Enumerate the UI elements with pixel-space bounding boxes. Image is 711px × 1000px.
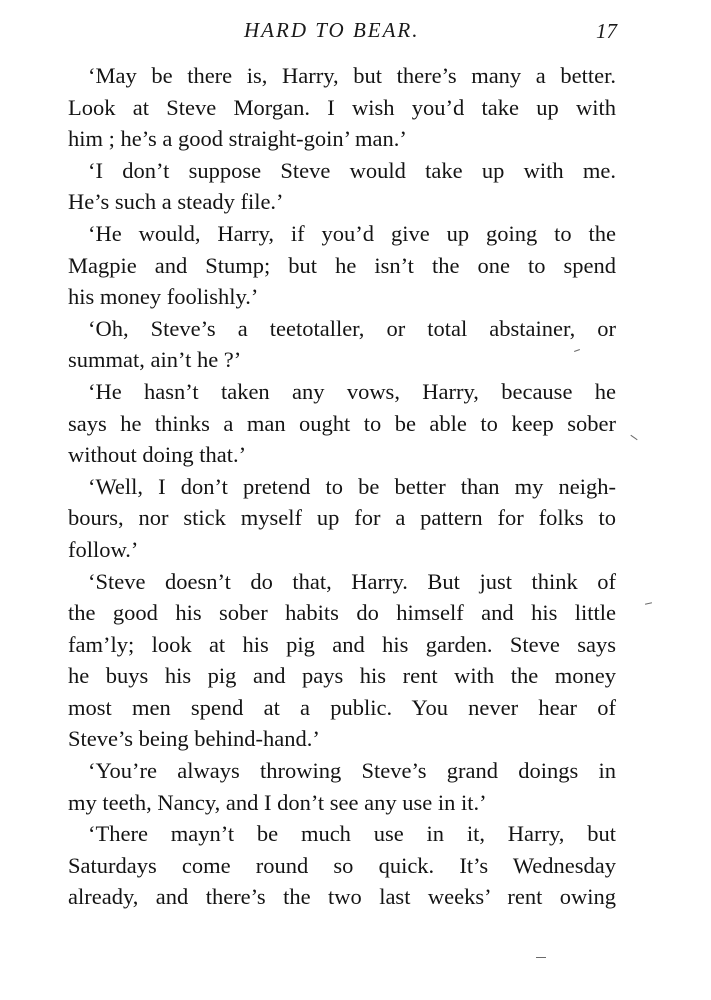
paragraph (68, 376, 616, 471)
paragraph (68, 218, 616, 313)
print-speck (630, 435, 637, 440)
text-line: bours, nor stick myself up for a pattern for folks to (68, 505, 616, 531)
text-line: Steve’s being behind-hand.’ (68, 726, 320, 752)
text-line: ‘He hasn’t taken any vows, Harry, because he (88, 378, 616, 404)
text-line: Magpie and Stump; but he isn’t the one to spend (68, 252, 616, 278)
text-line: already, and there’s the two last weeks’ rent owing (68, 884, 616, 910)
text-line: Saturdays come round so quick. It’s Wednesday (68, 852, 616, 878)
paragraph (68, 818, 616, 913)
body-text (68, 60, 616, 913)
text-line: his money foolishly.’ (68, 284, 259, 310)
text-line: ‘You’re always throwing Steve’s grand doings in (88, 758, 616, 784)
text-line: He’s such a steady file.’ (68, 189, 284, 215)
running-head (0, 18, 711, 48)
print-speck (536, 957, 546, 958)
text-line: him ; he’s a good straight-goin’ man.’ (68, 126, 407, 152)
text-line: summat, ain’t he ?’ (68, 347, 242, 373)
paragraph (68, 60, 616, 155)
text-line: ‘Steve doesn’t do that, Harry. But just think of (88, 568, 616, 594)
paragraph (68, 755, 616, 818)
text-line: my teeth, Nancy, and I don’t see any use in it.’ (68, 789, 487, 815)
paragraph (68, 566, 616, 756)
text-line: without doing that.’ (68, 442, 247, 468)
paragraph (68, 313, 616, 376)
text-line: ‘Well, I don’t pretend to be better than my neigh- (88, 473, 616, 499)
text-line: says he thinks a man ought to be able to keep sober (68, 410, 616, 436)
paragraph (68, 471, 616, 566)
text-line: ‘There mayn’t be much use in it, Harry, but (88, 821, 616, 847)
text-line: ‘Oh, Steve’s a teetotaller, or total abstainer, or (88, 315, 616, 341)
text-line: ‘He would, Harry, if you’d give up going to the (88, 220, 616, 246)
text-line: fam’ly; look at his pig and his garden. Steve says (68, 631, 616, 657)
text-line: follow.’ (68, 536, 139, 562)
text-line: he buys his pig and pays his rent with the money (68, 663, 616, 689)
text-line: Look at Steve Morgan. I wish you’d take up with (68, 94, 616, 120)
text-line: ‘I don’t suppose Steve would take up with me. (88, 157, 616, 183)
page-number: 17 (596, 19, 617, 43)
text-line: most men spend at a public. You never hear of (68, 694, 616, 720)
text-line: the good his sober habits do himself and his little (68, 600, 616, 626)
text-line: ‘May be there is, Harry, but there’s many a better. (88, 63, 616, 88)
running-title: HARD TO BEAR. (244, 18, 420, 42)
paragraph (68, 155, 616, 218)
print-speck (645, 602, 652, 604)
